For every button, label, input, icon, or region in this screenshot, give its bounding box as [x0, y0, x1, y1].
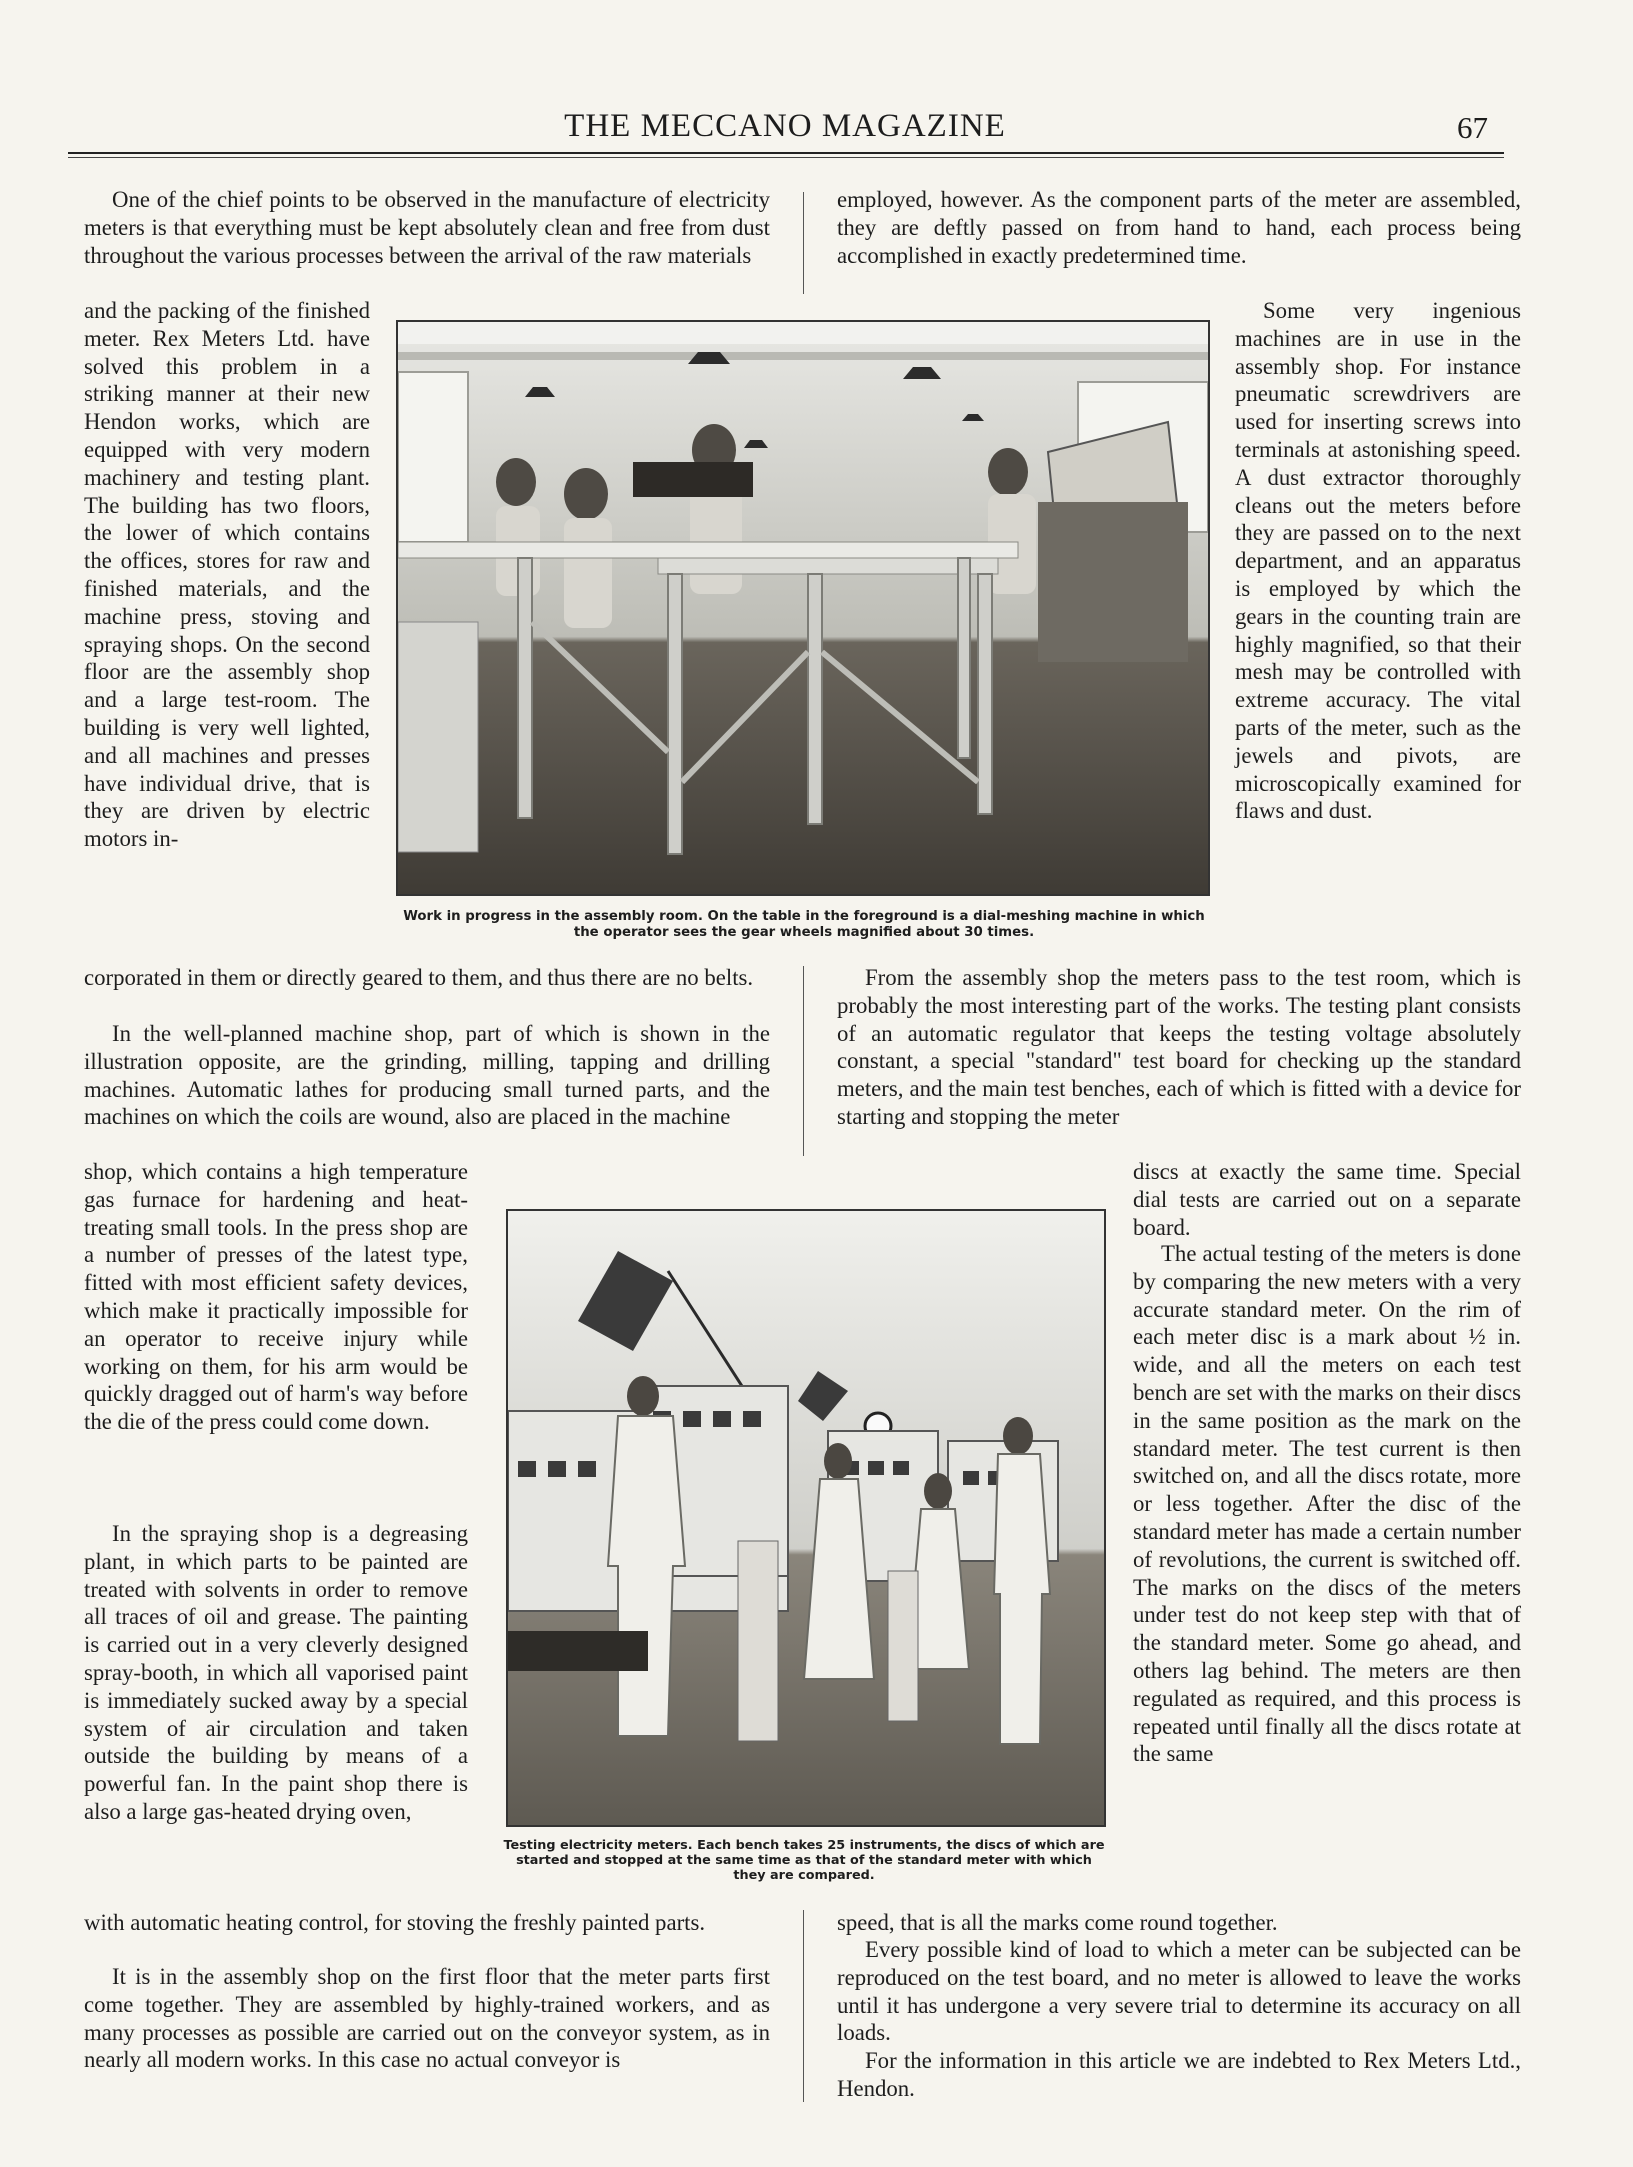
assembly-room-caption: Work in progress in the assembly room. On the table in the foreground is a dial-meshing machine in which the operator sees the gear wheels magnified about 30 times.: [403, 909, 1205, 940]
assembly-room-photo: [396, 320, 1210, 896]
paragraph-press-shop: shop, which contains a high temperature gas furnace for hardening and heat-treating small tools. In the press shop are a number of presses of the latest type, fitted with most efficient safety devices, which make it practically impossible for an operator to receive injury while working on them, for his arm would be quickly dragged out of harm's way before the die of the press could come down.: [84, 1159, 468, 1435]
meter-testing-caption: Testing electricity meters. Each bench takes 25 instruments, the discs of which are started and stopped at the same time as that of the standard meter with which they are compared.: [503, 1838, 1105, 1883]
paragraph-acknowledgement: For the information in this article we are indebted to Rex Meters Ltd., Hendon.: [837, 2048, 1521, 2101]
header-rule-thin: [68, 157, 1504, 158]
paragraph-building: and the packing of the finished meter. Rex Meters Ltd. have solved this problem in a striking manner at their new Hendon works, which are equipped with very modern machinery and testing plant. The building has two floors, the lower of which contains the offices, stores for raw and finished materials, and the machine press, stoving and spraying shops. On the second floor are the assembly shop and a large test-room. The building is very well lighted, and all machines and presses have individual drive, that is they are driven by electric motors in-: [84, 298, 370, 852]
paragraph-spraying-shop: In the spraying shop is a degreasing plant, in which parts to be painted are treated with solvents in order to remove all traces of oil and grease. The painting is carried out in a very cleverly designed spray-booth, in which all vaporised paint is immediately sucked away by a special system of air circulation and taken outside the building by means of a powerful fan. In the paint shop there is also a large gas-heated drying oven,: [84, 1521, 468, 1824]
header-rule: [68, 152, 1504, 154]
paragraph-intro: One of the chief points to be observed in the manufacture of electricity meters is that everything must be kept absolutely clean and free from dust throughout the various processes between the arrival of the raw materials: [84, 187, 770, 268]
column-divider-top: [803, 192, 804, 294]
paragraph-actual-testing: The actual testing of the meters is done by comparing the new meters with a very accurate standard meter. On the rim of each meter disc is a mark about ½ in. wide, and all the meters on each test bench are set with the marks on their discs in the same position as the mark on the standard meter. The test current is then switched on, and all the discs rotate, more or less together. After the disc of the standard meter has made a certain number of revolutions, the current is switched off. The marks on the discs of the meters under test do not keep step with that of the standard meter. Some go ahead, and others lag behind. The meters are then regulated as required, and this process is repeated until finally all the discs rotate at the same: [1133, 1241, 1521, 1767]
paragraph-belts: corporated in them or directly geared to them, and thus there are no belts.: [84, 965, 754, 990]
paragraph-assembly-floor: It is in the assembly shop on the first floor that the meter parts first come together. They are assembled by highly-trained workers, and as many processes as possible are carried out on the conveyor system, as in nearly all modern works. In this case no actual conveyor is: [84, 1964, 770, 2073]
paragraph-test-room: From the assembly shop the meters pass to the test room, which is probably the most interesting part of the works. The testing plant consists of an automatic regulator that keeps the testing voltage absolutely constant, a special "standard" test board for checking up the standard meters, and the main test benches, each of which is fitted with a device for starting and stopping the meter: [837, 965, 1521, 1129]
paragraph-dial-tests: discs at exactly the same time. Special dial tests are carried out on a separate board.: [1133, 1159, 1521, 1240]
paragraph-loads: Every possible kind of load to which a meter can be subjected can be reproduced on the test board, and no meter is allowed to leave the works until it has undergone a very severe trial to determine its accuracy on all loads.: [837, 1937, 1521, 2046]
meter-testing-photo: [506, 1209, 1106, 1827]
paragraph-component-parts: employed, however. As the component parts of the meter are assembled, they are deftly passed on from hand to hand, each process being accomplished in exactly predetermined time.: [837, 187, 1521, 268]
paragraph-machine-shop: In the well-planned machine shop, part of which is shown in the illustration opposite, are the grinding, milling, tapping and drilling machines. Automatic lathes for producing small turned parts, and the machines on which the coils are wound, also are placed in the machine: [84, 1021, 770, 1130]
column-divider-bottom: [803, 1910, 804, 2102]
paragraph-drying-oven: with automatic heating control, for stoving the freshly painted parts.: [84, 1910, 706, 1935]
page-header: [60, 108, 1510, 152]
page-number: 67: [1457, 110, 1488, 145]
magazine-title: THE MECCANO MAGAZINE: [564, 108, 1006, 144]
paragraph-ingenious-machines: Some very ingenious machines are in use in the assembly shop. For instance pneumatic screwdrivers are used for inserting screws into terminals at astonishing speed. A dust extractor thoroughly cleans out the meters before they are passed on to the next department, and an apparatus is employed by which the gears in the counting train are highly magnified, so that their mesh may be controlled with extreme accuracy. The vital parts of the meter, such as the jewels and pivots, are microscopically examined for flaws and dust.: [1235, 298, 1521, 824]
column-divider-middle: [803, 966, 804, 1156]
paragraph-same-speed: speed, that is all the marks come round together.: [837, 1910, 1278, 1935]
